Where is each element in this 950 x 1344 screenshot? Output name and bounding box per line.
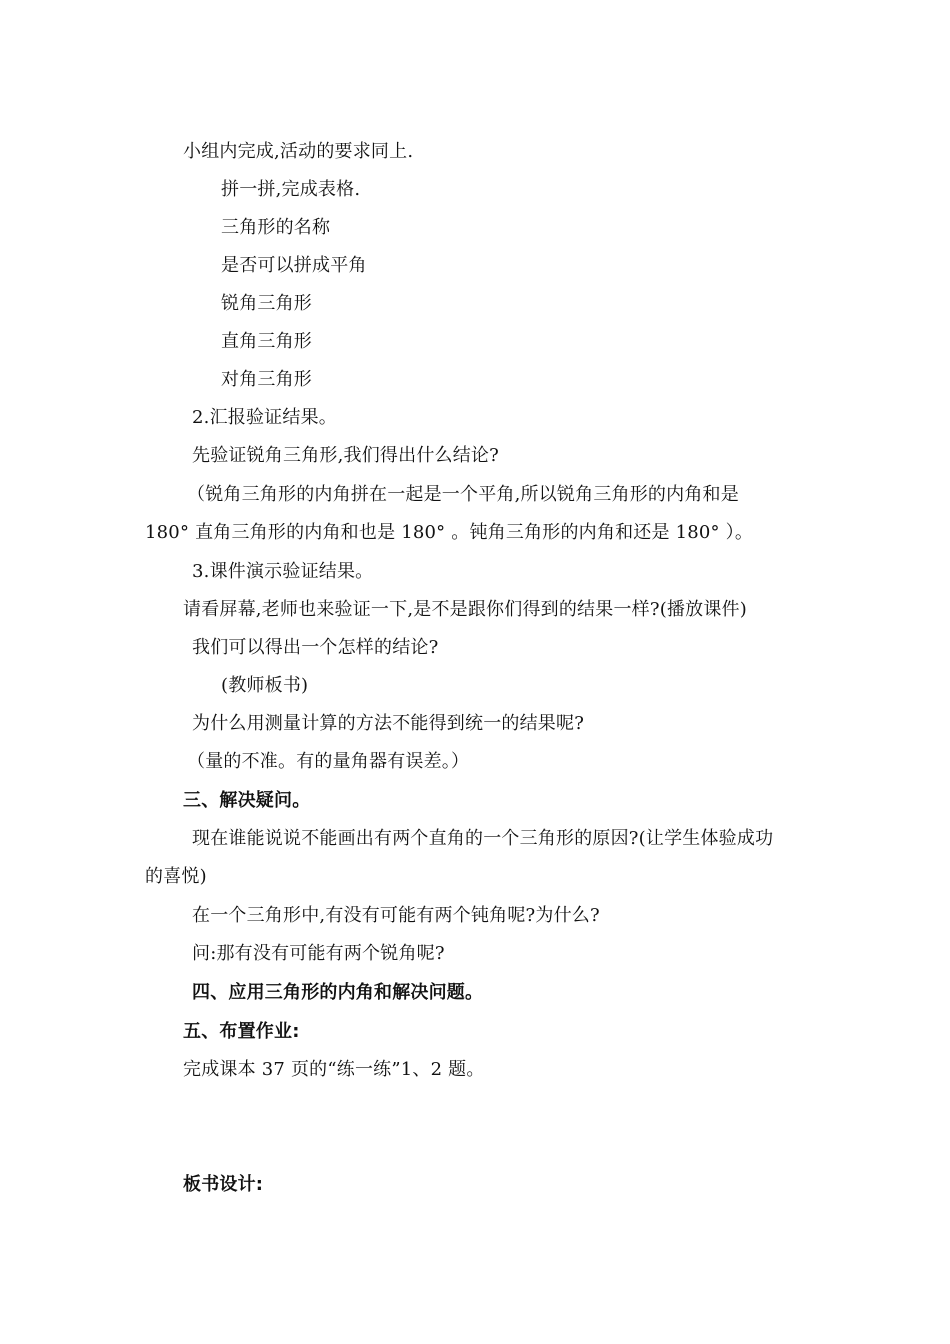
text-line: 小组内完成,活动的要求同上. <box>183 141 414 162</box>
section-heading: 板书设计: <box>183 1174 264 1195</box>
text-line: 请看屏幕,老师也来验证一下,是不是跟你们得到的结果一样?(播放课件) <box>183 599 747 620</box>
text-line: (教师板书) <box>221 675 309 696</box>
section-step: 2.汇报验证结果。 <box>192 407 337 428</box>
text-line: 在一个三角形中,有没有可能有两个钝角呢?为什么? <box>192 905 600 926</box>
text-line: 拼一拼,完成表格. <box>221 179 361 200</box>
text-line: 问:那有没有可能有两个锐角呢? <box>192 943 445 964</box>
text-line: 先验证锐角三角形,我们得出什么结论? <box>192 445 499 466</box>
table-header-result: 是否可以拼成平角 <box>221 255 367 276</box>
section-step: 3.课件演示验证结果。 <box>192 561 374 582</box>
table-row-label: 对角三角形 <box>221 369 312 390</box>
text-line: 我们可以得出一个怎样的结论? <box>192 637 439 658</box>
table-header-name: 三角形的名称 <box>221 217 331 238</box>
text-line: （量的不准。有的量角器有误差。） <box>187 751 470 772</box>
text-line: 的喜悦) <box>145 866 207 887</box>
section-heading: 五、布置作业: <box>183 1021 300 1042</box>
table-row-label: 锐角三角形 <box>221 293 312 314</box>
section-heading: 三、解决疑问。 <box>183 790 311 811</box>
text-line: （锐角三角形的内角拼在一起是一个平角,所以锐角三角形的内角和是 <box>187 484 739 505</box>
text-line: 完成课本 37 页的“练一练”1、2 题。 <box>183 1059 485 1080</box>
table-row-label: 直角三角形 <box>221 331 312 352</box>
text-line: 现在谁能说说不能画出有两个直角的一个三角形的原因?(让学生体验成功 <box>192 828 774 849</box>
text-line: 为什么用测量计算的方法不能得到统一的结果呢? <box>192 713 585 734</box>
text-line: 180° 直角三角形的内角和也是 180° 。钝角三角形的内角和还是 180° ）。 <box>145 522 754 543</box>
section-heading: 四、应用三角形的内角和解决问题。 <box>192 982 484 1003</box>
